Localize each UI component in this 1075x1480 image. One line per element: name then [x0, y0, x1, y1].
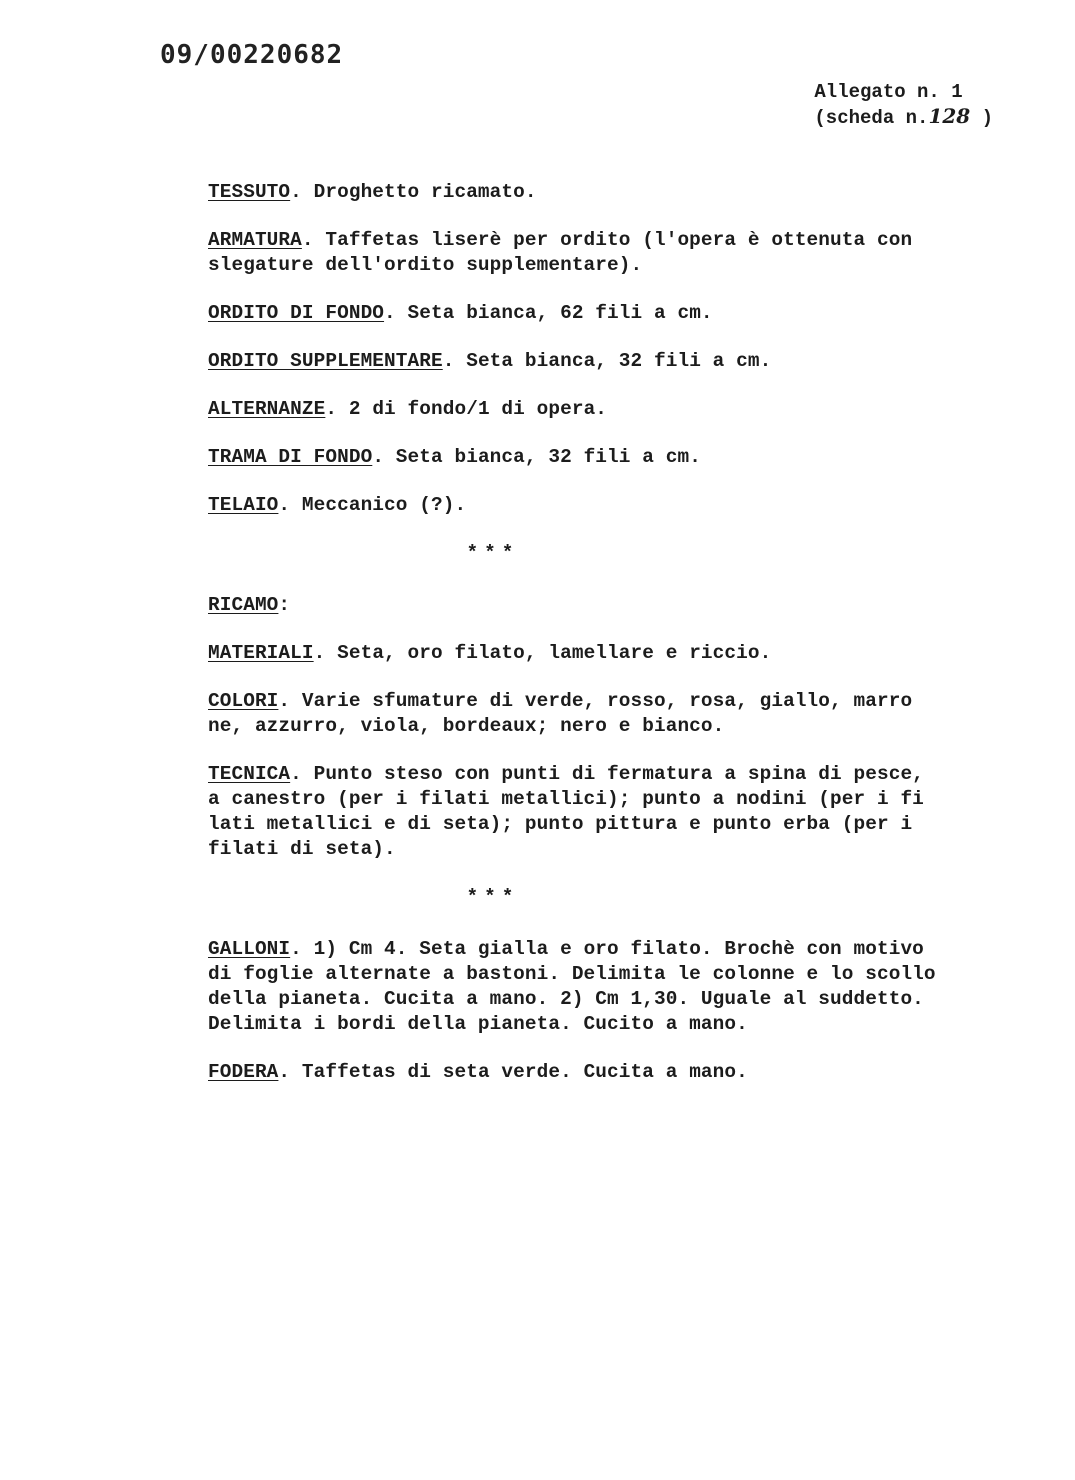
armatura-entry [208, 228, 1008, 278]
fodera-label: FODERA [208, 1061, 279, 1083]
trama-fondo-entry [208, 445, 1008, 470]
materiali-entry [208, 641, 1008, 666]
ricamo-label: RICAMO [208, 594, 279, 616]
scheda-line [814, 104, 993, 130]
ricamo-heading [208, 593, 1008, 618]
ordito-supplementare-entry [208, 349, 1008, 374]
ordito-supplementare-label: ORDITO SUPPLEMENTARE [208, 350, 443, 372]
galloni-label: GALLONI [208, 938, 291, 960]
fodera-text: . Taffetas di seta verde. Cucita a mano. [278, 1061, 748, 1083]
fodera-entry [208, 1060, 1008, 1085]
alternanze-entry [208, 397, 1008, 422]
materiali-text: . Seta, oro filato, lamellare e riccio. [313, 642, 772, 664]
ordito-supplementare-text: . Seta bianca, 32 fili a cm. [442, 350, 772, 372]
telaio-text: . Meccanico (?). [278, 494, 467, 516]
armatura-text: . Taffetas liserè per ordito (l'opera è ottenuta con slegature dell'ordito supplementare). [208, 229, 913, 276]
tecnica-label: TECNICA [208, 763, 291, 785]
section-separator-2: *** [466, 886, 520, 908]
scheda-number: 128 [928, 104, 971, 128]
colori-label: COLORI [208, 690, 279, 712]
document-body [208, 180, 1008, 1108]
alternanze-label: ALTERNANZE [208, 398, 326, 420]
galloni-entry [208, 937, 1008, 1037]
attachment-line: Allegato n. 1 [814, 81, 963, 103]
armatura-label: ARMATURA [208, 229, 302, 251]
ordito-fondo-text: . Seta bianca, 62 fili a cm. [384, 302, 713, 324]
tecnica-text: . Punto steso con punti di fermatura a spina di pesce, a canestro (per i filati metallici); punto a nodini (per i fi lati metallici e di seta); punto pittura e punto erba (per i filati di seta). [208, 763, 924, 860]
tessuto-entry [208, 180, 1008, 205]
tessuto-text: . Droghetto ricamato. [290, 181, 537, 203]
ordito-fondo-entry [208, 301, 1008, 326]
trama-fondo-label: TRAMA DI FONDO [208, 446, 373, 468]
scheda-suffix: ) [970, 107, 993, 129]
telaio-entry [208, 493, 1008, 518]
colori-text: . Varie sfumature di verde, rosso, rosa, giallo, marro ne, azzurro, viola, bordeaux; nero e bianco. [208, 690, 913, 737]
ricamo-text: : [278, 594, 291, 616]
tecnica-entry [208, 762, 1008, 862]
colori-entry [208, 689, 1008, 739]
trama-fondo-text: . Seta bianca, 32 fili a cm. [372, 446, 701, 468]
telaio-label: TELAIO [208, 494, 279, 516]
attachment-reference [814, 80, 993, 130]
section-separator: *** [466, 542, 520, 564]
alternanze-text: . 2 di fondo/1 di opera. [325, 398, 608, 420]
ordito-fondo-label: ORDITO DI FONDO [208, 302, 385, 324]
tessuto-label: TESSUTO [208, 181, 291, 203]
materiali-label: MATERIALI [208, 642, 314, 664]
scheda-prefix: (scheda n. [814, 107, 929, 129]
galloni-text: . 1) Cm 4. Seta gialla e oro filato. Brochè con motivo di foglie alternate a bastoni. Delimita le colonne e lo scollo della pianeta. Cucita a mano. 2) Cm 1,30. Uguale al suddetto. Delimita i bordi della pianeta. Cucito a mano. [208, 938, 936, 1035]
catalog-code: 09/00220682 [160, 40, 344, 70]
